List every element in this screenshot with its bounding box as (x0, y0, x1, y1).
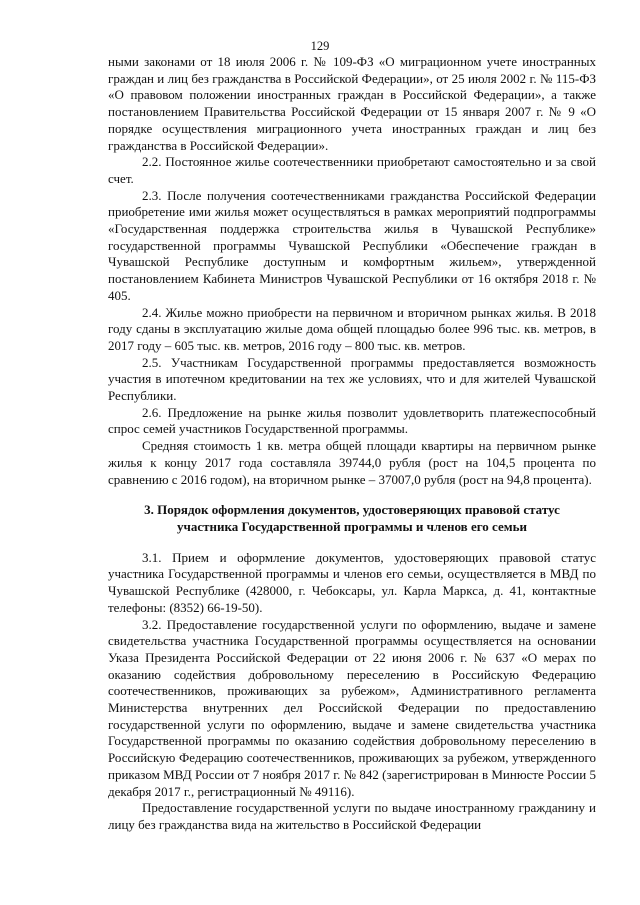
paragraph-2-1-continuation: ными законами от 18 июля 2006 г. № 109-ФЗ «О миграционном учете иностранных граждан и лиц без гражданства в Российской Федерации», от 25 июля 2002 г. № 115-ФЗ «О правовом положении иностранных граждан в Российской Федерации», а также постановлением Правительства Российской Федерации от 15 января 2007 г. № 9 «О порядке осуществления миграционного учета иностранных граждан и лиц без гражданства в Российской Федерации». (108, 54, 596, 153)
paragraph-3-1: 3.1. Прием и оформление документов, удостоверяющих правовой статус участника Государственной программы и членов его семьи, осуществляется в МВД по Чувашской Республике (428000, г. Чебоксары, ул. Карла Маркса, д. 41, контактные телефоны: (8352) 66-19-50). (108, 549, 596, 615)
paragraph-3-2: 3.2. Предоставление государственной услуги по оформлению, выдаче и замене свидетельства участника Государственной программы осуществляется на основании Указа Президента Российской Федерации от 22 июня 2006 г. № 637 «О мерах по оказанию содействия добровольному переселению в Российскую Федерацию соотечественников, проживающих за рубежом», Административного регламента Министерства внутренних дел Российской Федерации по предоставлению государственной услуги по оформлению, выдаче и замене свидетельства участника Государственной программы по оказанию содействия добровольному переселению в Российскую Федерацию соотечественников, проживающих за рубежом, утвержденного приказом МВД России от 7 ноября 2017 г. № 842 (зарегистрирован в Минюсте России 5 декабря 2017 г., регистрационный № 49116). (108, 616, 596, 799)
paragraph-2-4: 2.4. Жилье можно приобрести на первичном и вторичном рынках жилья. В 2018 году сданы в эксплуатацию жилые дома общей площадью более 996 тыс. кв. метров, в 2017 году – 605 тыс. кв. метров, 2016 году – 800 тыс. кв. метров. (108, 304, 596, 353)
page-number: 129 (310, 39, 330, 53)
paragraph-average-price: Средняя стоимость 1 кв. метра общей площади квартиры на первичном рынке жилья к концу 2017 года составляла 39744,0 рубля (рост на 104,5 процента по сравнению с 2016 годом), на вторичном рынке – 37007,0 рубля (рост на 94,8 процента). (108, 438, 596, 487)
section-3-heading (108, 502, 596, 535)
paragraph-service-residence-permit: Предоставление государственной услуги по выдаче иностранному гражданину и лицу без гражданства вида на жительство в Российской Федерации (108, 800, 596, 832)
section-spacer (108, 488, 596, 502)
paragraph-2-3: 2.3. После получения соотечественниками гражданства Российской Федерации приобретение ими жилья может осуществляться в рамках мероприятий подпрограммы «Государственная поддержка строительства жилья в Чувашской Республике» государственной программы Чувашской Республики «Обеспечение граждан в Чувашской Республике доступным и комфортным жильем», утвержденной постановлением Кабинета Министров Чувашской Республики от 16 октября 2018 г. № 405. (108, 187, 596, 303)
section-3-heading-line-1: 3. Порядок оформления документов, удостоверяющих правовой статус (144, 502, 560, 518)
section-3-heading-line-2: участника Государственной программы и членов его семьи (177, 518, 527, 534)
section-spacer (108, 536, 596, 550)
paragraph-2-5: 2.5. Участникам Государственной программы предоставляется возможность участия в ипотечном кредитовании на тех же условиях, что и для жителей Чувашской Республики. (108, 354, 596, 404)
paragraph-2-6: 2.6. Предложение на рынке жилья позволит удовлетворить платежеспособный спрос семей участников Государственной программы. (108, 404, 596, 437)
paragraph-2-2: 2.2. Постоянное жилье соотечественники приобретают самостоятельно и за свой счет. (108, 154, 596, 186)
document-body (108, 54, 596, 834)
